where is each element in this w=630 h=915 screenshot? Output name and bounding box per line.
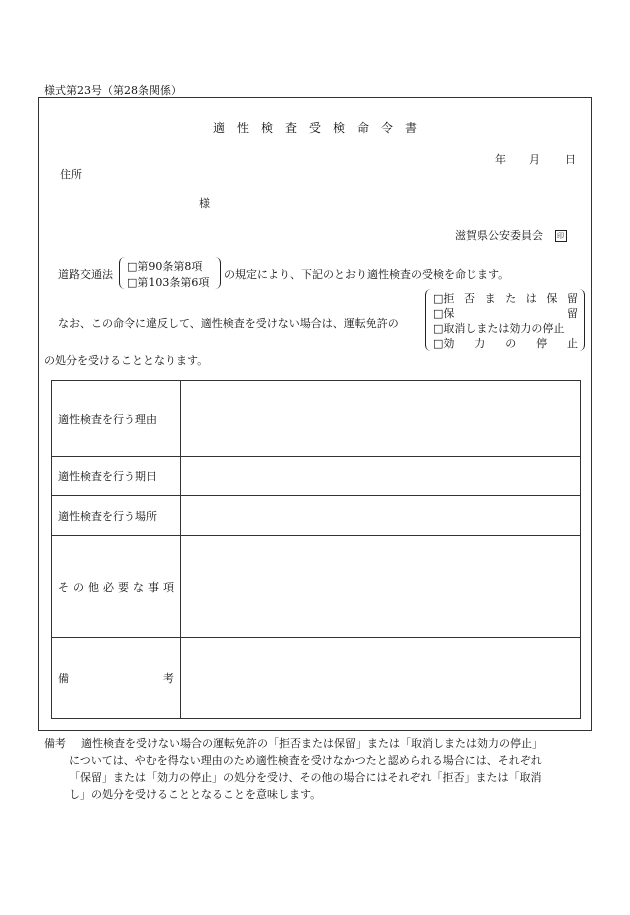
date-year: 年 <box>495 153 506 166</box>
table-row <box>52 381 581 457</box>
warning-text: なお、この命令に違反して、適性検査を受けない場合は、運転免許の <box>58 317 399 330</box>
row-value-reason <box>181 381 581 457</box>
row-label-date: 適性検査を行う期日 <box>52 457 181 496</box>
row-value-remarks <box>181 638 581 719</box>
row-label-other <box>52 536 181 638</box>
notes-line-1: 適性検査を受けない場合の運転免許の「拒否または保留」または「取消しまたは効力の停止」 <box>81 737 543 750</box>
seal-mark: 印 <box>555 230 567 242</box>
notes-line-2: については、やむを得ない理由のため適性検査を受けなかつたと認められる場合には、それぞれ <box>69 754 542 767</box>
row-value-place <box>181 496 581 536</box>
row-label-place: 適性検査を行う場所 <box>52 496 181 536</box>
date-month: 月 <box>529 153 540 166</box>
row-value-date <box>181 457 581 496</box>
disposition-effect-stop: □効 力 の 停 止 <box>433 337 578 350</box>
table-row <box>52 496 581 536</box>
date-day: 日 <box>565 153 576 166</box>
document-title: 適 性 検 査 受 検 命 令 書 <box>212 121 417 135</box>
disposition-refusal-or-suspension: □拒 否 ま た は 保 留 <box>433 292 578 305</box>
notes-line-3: 「保留」または「効力の停止」の処分を受け、その他の場合にはそれぞれ「拒否」または「取消 <box>69 771 542 784</box>
law-name: 道路交通法 <box>58 268 113 281</box>
issuer-line <box>455 227 567 243</box>
disposition-options-bracket <box>425 289 585 351</box>
disposition-suspension: □保 留 <box>433 307 578 320</box>
order-text: の規定により、下記のとおり適性検査の受検を命じます。 <box>224 268 510 281</box>
row-label-remarks <box>52 638 181 719</box>
row-value-other <box>181 536 581 638</box>
notes-line-4: し」の処分を受けることとなることを意味します。 <box>69 788 322 801</box>
article-option-103: □第103条第6項 <box>127 276 210 289</box>
address-label: 住所 <box>60 168 82 181</box>
row-label-reason: 適性検査を行う理由 <box>52 381 181 457</box>
table-row <box>52 536 581 638</box>
article-options-bracket <box>119 257 221 289</box>
table-row <box>52 457 581 496</box>
issuer-name: 滋賀県公安委員会 <box>455 229 543 242</box>
warning-text-end: の処分を受けることとなります。 <box>44 354 209 367</box>
table-row <box>52 638 581 719</box>
disposition-revocation: □取消しまたは効力の停止 <box>433 322 565 335</box>
notes-label: 備考 <box>44 737 66 750</box>
detail-table <box>51 380 581 719</box>
article-option-90: □第90条第8項 <box>127 260 203 273</box>
row-label-remarks-text: 備 考 <box>58 672 174 685</box>
row-label-other-text: そ の 他 必 要 な 事 項 <box>58 580 174 594</box>
form-number: 様式第23号（第28条関係） <box>44 84 182 97</box>
honorific: 様 <box>199 197 210 210</box>
